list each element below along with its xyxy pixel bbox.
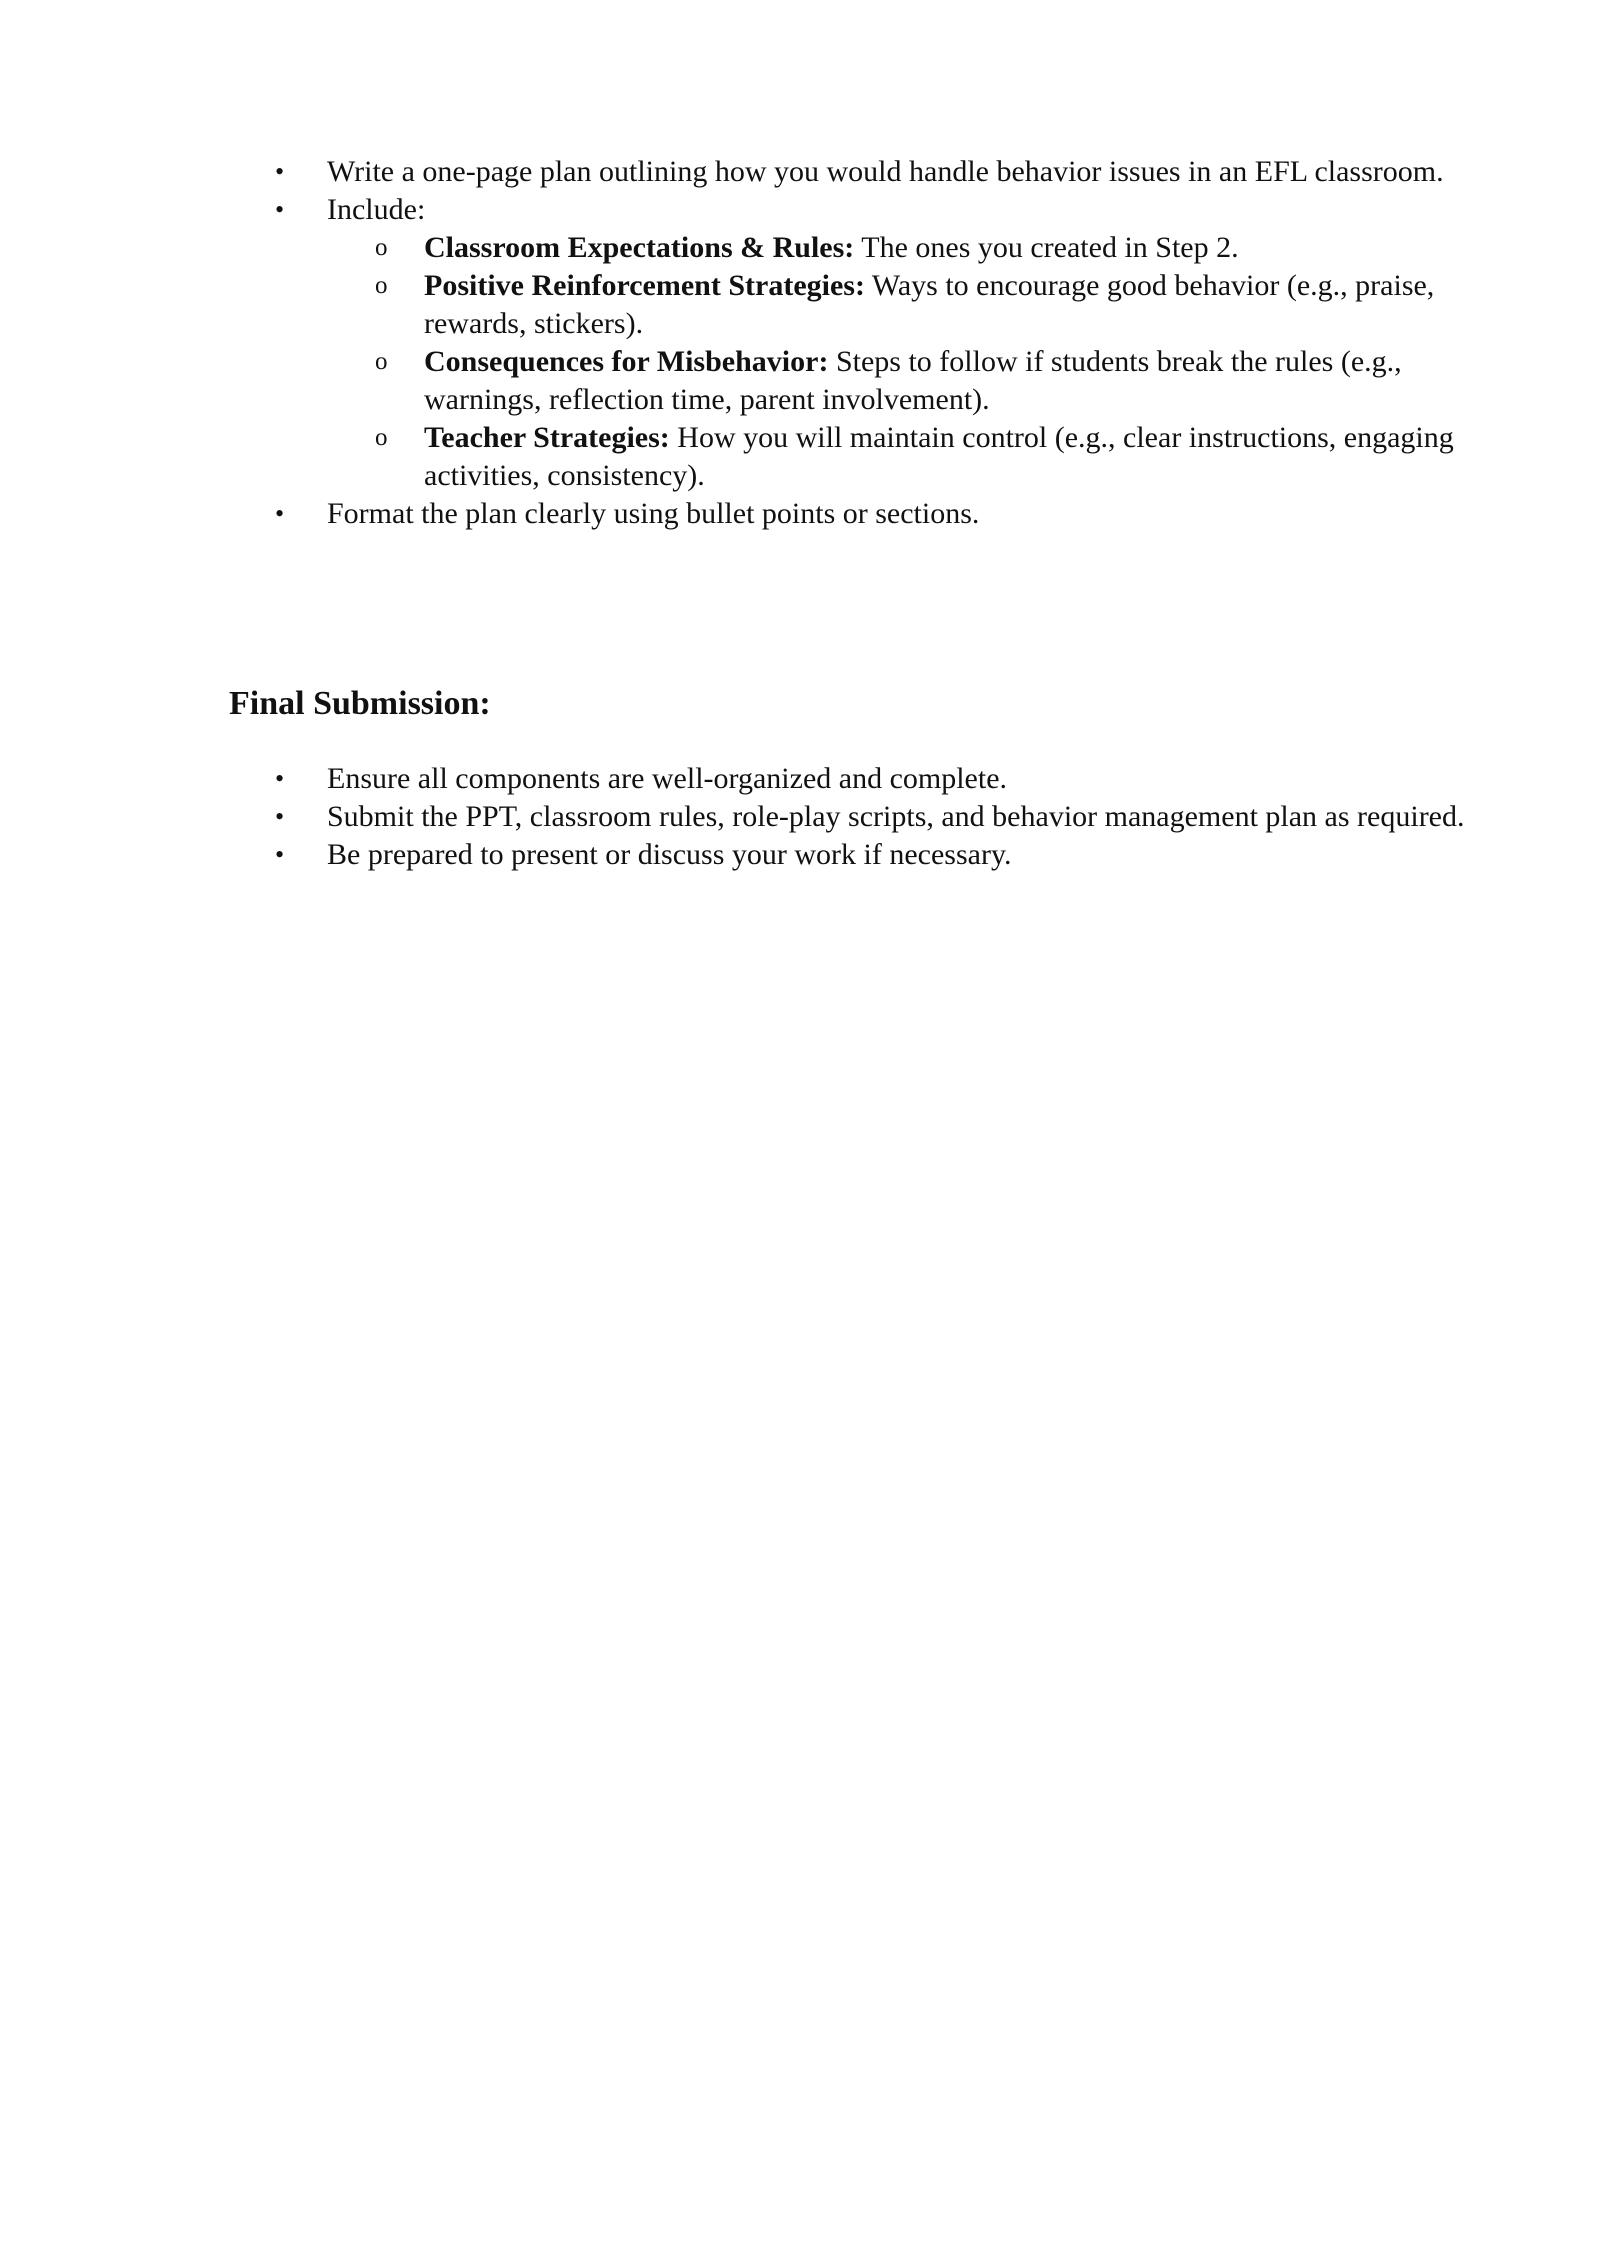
sub-bullet-marker: o [375,234,388,261]
list-item [0,495,1600,533]
sub-bullet-marker: o [375,272,388,299]
sub-item-text: How you will maintain control (e.g., clear instructions, engaging activities, consistency). [424,421,1454,492]
plan-bullet-list [0,153,1600,533]
final-submission-heading: Final Submission: [229,685,491,722]
sub-item-text: Ways to encourage good behavior (e.g., praise, rewards, stickers). [424,269,1435,340]
bullet-marker: • [275,157,285,186]
sub-list-item [0,267,1600,343]
sub-bullet-marker: o [375,348,388,375]
bullet-marker: • [275,840,285,869]
list-item [0,836,1600,874]
list-item [0,153,1600,191]
sub-item-label: Classroom Expectations & Rules: [424,231,855,264]
list-item-text: Be prepared to present or discuss your work if necessary. [327,838,1012,871]
list-item [0,760,1600,798]
sub-list-item [0,229,1600,267]
sub-item-label: Consequences for Misbehavior: [424,345,829,378]
bullet-marker: • [275,499,285,528]
sub-list-item [0,419,1600,495]
list-item [0,798,1600,836]
list-item-text: Submit the PPT, classroom rules, role-play scripts, and behavior management plan as required. [327,800,1465,833]
bullet-marker: • [275,802,285,831]
sub-list-item [0,343,1600,419]
include-sub-list [0,229,1600,495]
sub-item-label: Teacher Strategies: [424,421,670,454]
sub-item-label: Positive Reinforcement Strategies: [424,269,865,302]
list-item-text: Format the plan clearly using bullet points or sections. [327,497,980,530]
bullet-marker: • [275,764,285,793]
list-item-text: Include: [327,193,426,226]
list-item [0,191,1600,495]
bullet-marker: • [275,195,285,224]
sub-item-text: Steps to follow if students break the rules (e.g., warnings, reflection time, parent involvement). [424,345,1402,416]
sub-bullet-marker: o [375,424,388,451]
list-item-text: Ensure all components are well-organized and complete. [327,762,1008,795]
list-item-text: Write a one-page plan outlining how you would handle behavior issues in an EFL classroom. [327,155,1444,188]
sub-item-text: The ones you created in Step 2. [854,231,1239,264]
final-submission-list [0,760,1600,874]
